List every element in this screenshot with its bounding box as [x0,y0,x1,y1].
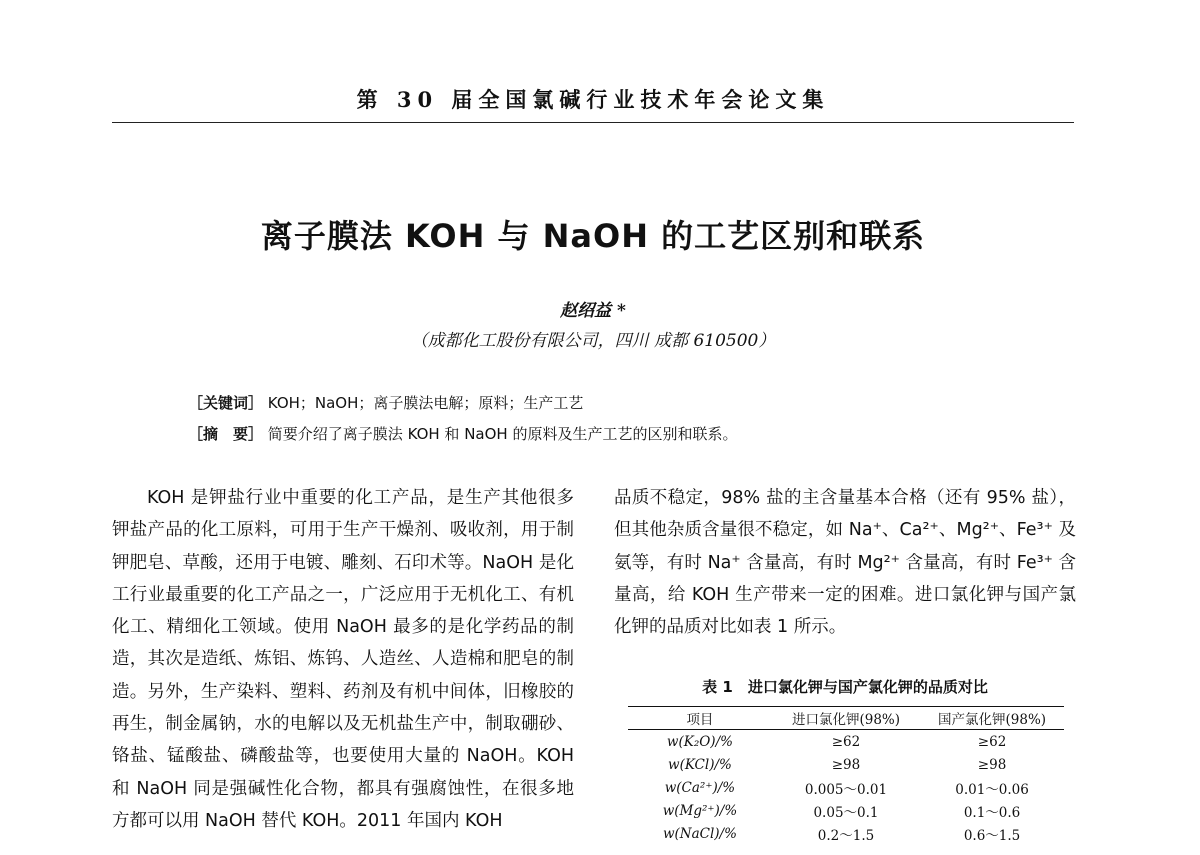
table-header-cell: 进口氯化钾(98%) [772,707,920,730]
table-cell: 0.01～0.06 [955,781,1029,798]
table-cell: 0.6～1.5 [963,827,1021,844]
table-cell: w(Mg²⁺)/% [662,802,738,819]
header-rule [112,122,1074,123]
table-cell: ≥62 [831,733,861,750]
abstract-text: 简要介绍了离子膜法 KOH 和 NaOH 的原料及生产工艺的区别和联系。 [267,425,738,443]
article-title: 离子膜法 KOH 与 NaOH 的工艺区别和联系 [260,217,926,255]
table-cell: w(Ca²⁺)/% [664,779,736,796]
running-head: 第 30 届全国氯碱行业技术年会论文集 [356,87,830,112]
body-right-column: 品质不稳定，98% 盐的主含量基本合格（还有 95% 盐），但其他杂质含量很不稳定，如 Na⁺、Ca²⁺、Mg²⁺、Fe³⁺ 及氨等，有时 Na⁺ 含量高，有时 Mg²⁺ 含量高，有时 Fe³⁺ 含量高，给 KOH 生产带来一定的困难。进口氯化钾与国产氯化钾的品质对比如表 1 所示。 [614,488,1076,638]
abstract-line [188,423,737,444]
table-caption: 表 1 进口氯化钾与国产氯化钾的品质对比 [702,678,988,696]
table-header-row [628,707,1064,730]
table-cell: 0.005～0.01 [804,781,888,798]
table-header-cell: 国产氯化钾(98%) [920,707,1064,730]
table-header-cell: 项目 [628,707,772,730]
table-cell: w(K₂O)/% [666,733,733,750]
table-cell: w(KCl)/% [668,756,732,773]
table-row [628,822,1064,845]
keywords-label: ［关键词］ [188,394,264,412]
table-cell: w(NaCl)/% [662,825,737,842]
keywords-line [188,392,583,413]
abstract-label: ［摘 要］ [188,425,264,443]
table-cell: 0.2～1.5 [817,827,875,844]
author-affiliation: （成都化工股份有限公司，四川 成都 610500） [410,331,776,351]
table-cell: ≥98 [831,756,861,773]
keywords-text: KOH；NaOH；离子膜法电解；原料；生产工艺 [267,394,584,412]
table-row [628,776,1064,799]
table-row [628,753,1064,776]
body-left-column: KOH 是钾盐行业中重要的化工产品，是生产其他很多钾盐产品的化工原料，可用于生产干燥剂、吸收剂，用于制钾肥皂、草酸，还用于电镀、雕刻、石印术等。NaOH 是化工行业最重要的化工产品之一，广泛应用于无机化工、有机化工、精细化工领域。使用 NaOH 最多的是化学药品的制造，其次是造纸、炼铝、炼钨、人造丝、人造棉和肥皂的制造。另外，生产染料、塑料、药剂及有机中间体，旧橡胶的再生，制金属钠，水的电解以及无机盐生产中，制取硼砂、铬盐、锰酸盐、磷酸盐等，也要使用大量的 NaOH。KOH 和 NaOH 同是强碱性化合物，都具有强腐蚀性，在很多地方都可以用 NaOH 替代 KOH。2011 年国内 KOH [112,488,574,831]
table-cell: ≥62 [977,733,1007,750]
author-name: 赵绍益 * [560,301,626,321]
quality-comparison-table [628,706,1064,845]
table-row [628,730,1064,754]
table-cell: 0.1～0.6 [963,804,1021,821]
table-cell: 0.05～0.1 [813,804,879,821]
table-row [628,799,1064,822]
table-cell: ≥98 [977,756,1007,773]
